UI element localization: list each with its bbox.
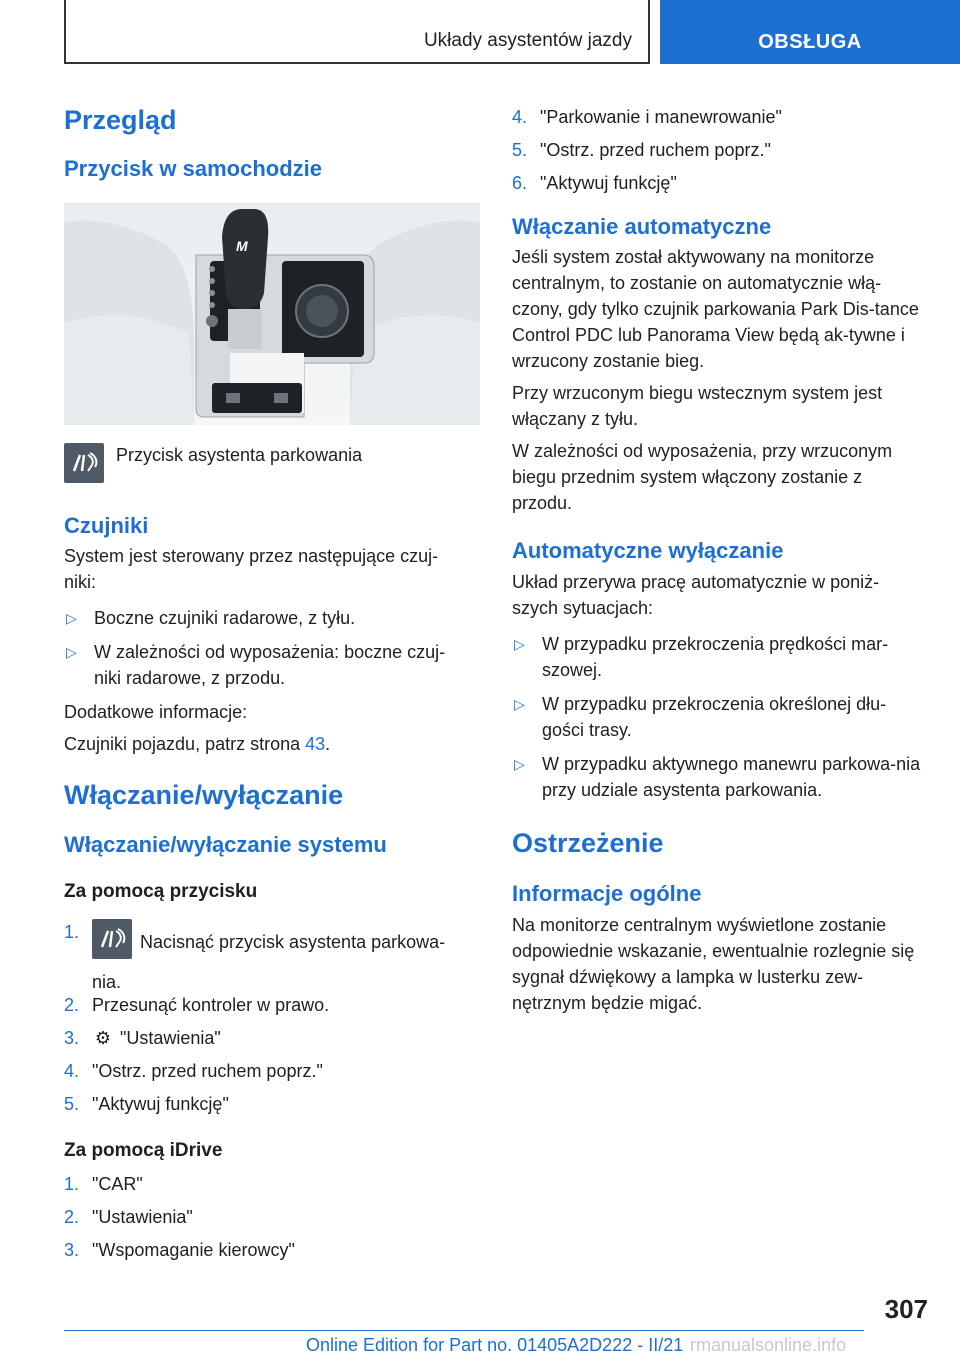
heading-warning: Ostrzeżenie <box>512 827 664 858</box>
sensors-reference: Czujniki pojazdu, patrz strona 43. <box>64 734 331 755</box>
header-tab-label: OBSŁUGA <box>758 31 862 53</box>
header-tab[interactable] <box>660 0 960 64</box>
caption-row <box>64 443 480 483</box>
auto-on-text-1: Jeśli system został aktywowany na monitorze centralnym, to zostanie on automatycznie włą-czony, gdy tylko czujnik parkowania Park Dis-tance Control PDC lub Panorama View będą ak-tywne i wrzucony zostanie bieg. <box>512 247 919 372</box>
list-item: 2. "Ustawienia" <box>64 1207 193 1228</box>
list-item: 6. "Aktywuj funkcję" <box>512 173 677 193</box>
footer-watermark: rmanualsonline.info <box>690 1335 847 1355</box>
center-console-photo <box>64 203 480 425</box>
button-caption: Przycisk asystenta parkowania <box>116 444 363 465</box>
list-item: ▷ Boczne czujniki radarowe, z tyłu. <box>64 605 480 631</box>
via-button-steps <box>64 919 480 1117</box>
parking-assistant-button-icon <box>92 919 132 959</box>
list-item: 5. "Aktywuj funkcję" <box>64 1093 229 1114</box>
footer-edition: Online Edition for Part no. 01405A2D222 - II/21 <box>306 1335 684 1355</box>
list-item: ▷ W zależności od wyposażenia: boczne czuj- niki radarowe, z przodu. <box>64 639 480 691</box>
sensors-intro: System jest sterowany przez następujące czuj- niki: <box>64 546 439 593</box>
right-column <box>512 104 924 1016</box>
gear-icon: ⚙ <box>94 1027 112 1048</box>
list-item: 2. Przesunąć kontroler w prawo. <box>64 994 330 1015</box>
list-item: 4. "Ostrz. przed ruchem poprz." <box>64 1060 323 1081</box>
heading-auto-off: Automatyczne wyłączanie <box>512 538 784 564</box>
auto-off-list <box>512 631 924 803</box>
console-illustration <box>64 203 480 425</box>
page-number: 307 <box>884 1294 928 1324</box>
triangle-bullet-icon: ▷ <box>514 695 525 712</box>
list-item: 1. Nacisnąć przycisk asystenta parkowa- nia. <box>64 919 480 985</box>
gear-logo-text: M <box>236 237 248 254</box>
list-item: ▷ W przypadku aktywnego manewru parkowa-nia przy udziale asystenta parkowania. <box>512 751 924 803</box>
triangle-bullet-icon: ▷ <box>66 644 77 661</box>
list-item: 3. ⚙ "Ustawienia" <box>64 1025 480 1051</box>
header-section-title: Układy asystentów jazdy <box>423 30 632 51</box>
auto-on-text-2: Przy wrzuconym biegu wstecznym system jest włączany z tyłu. <box>512 383 883 430</box>
auto-off-intro: Układ przerywa pracę automatycznie w poniż-szych sytuacjach: <box>512 571 880 618</box>
list-item: 3. "Wspomaganie kierowcy" <box>64 1240 295 1261</box>
sensors-list <box>64 605 480 691</box>
triangle-bullet-icon: ▷ <box>514 635 525 652</box>
idrive-steps-continued <box>512 104 924 196</box>
left-column <box>64 96 480 1270</box>
parking-assistant-button-icon <box>64 443 104 483</box>
header-section-box <box>64 0 650 64</box>
heading-via-idrive: Za pomocą iDrive <box>64 1139 223 1161</box>
heading-button-in-car: Przycisk w samochodzie <box>64 156 322 182</box>
list-item: ▷ W przypadku przekroczenia prędkości mar-szowej. <box>512 631 924 683</box>
triangle-bullet-icon: ▷ <box>514 755 525 772</box>
list-item: 5. "Ostrz. przed ruchem poprz." <box>512 140 771 160</box>
additional-info-label: Dodatkowe informacje: <box>64 702 248 723</box>
heading-auto-on: Włączanie automatyczne <box>512 214 772 239</box>
auto-on-text-3: W zależności od wyposażenia, przy wrzuconym biegu przednim system włączony zostanie z przodu. <box>512 441 893 514</box>
list-item: 4. "Parkowanie i manewrowanie" <box>512 107 782 127</box>
triangle-bullet-icon: ▷ <box>66 610 77 627</box>
heading-sensors: Czujniki <box>64 512 149 538</box>
general-info-text: Na monitorze centralnym wyświetlone zostanie odpowiednie wskazanie, ewentualnie rozlegnie się sygnał dźwiękowy a lampka w lusterku zew-nętrznym będzie migać. <box>512 914 915 1013</box>
heading-general-info: Informacje ogólne <box>512 881 702 907</box>
list-item: 1. "CAR" <box>64 1174 143 1195</box>
list-item: ▷ W przypadku przekroczenia określonej dłu-gości trasy. <box>512 691 924 743</box>
via-idrive-steps <box>64 1171 480 1263</box>
footer-divider <box>64 1330 864 1331</box>
heading-on-off-system: Włączanie/wyłączanie systemu <box>64 831 387 857</box>
heading-overview: Przegląd <box>64 105 177 135</box>
heading-on-off: Włączanie/wyłączanie <box>64 780 344 811</box>
page-link[interactable]: 43 <box>305 734 326 755</box>
heading-via-button: Za pomocą przycisku <box>64 880 258 902</box>
